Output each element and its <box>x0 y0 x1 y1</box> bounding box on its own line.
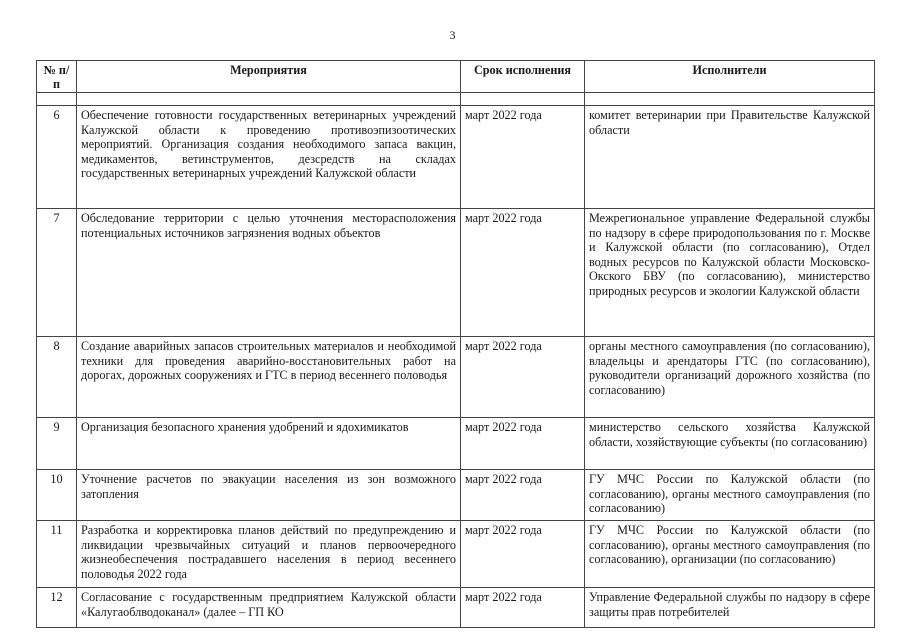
table-row <box>37 521 875 588</box>
row-num: 7 <box>37 209 77 337</box>
table-row <box>37 337 875 418</box>
spacer-row <box>37 93 875 106</box>
row-num: 12 <box>37 588 77 628</box>
row-num: 9 <box>37 418 77 470</box>
spacer-cell <box>77 93 461 106</box>
spacer-cell <box>37 93 77 106</box>
row-executors: ГУ МЧС России по Калужской области (по согласованию), органы местного самоуправления (по согласованию), организации (по согласованию) <box>585 521 875 588</box>
row-executors: комитет ветеринарии при Правительстве Калужской области <box>585 106 875 209</box>
row-event: Обеспечение готовности государственных ветеринарных учреждений Калужской области к проведению противоэпизоотических мероприятий. Организация создания необходимого запаса вакцин, медикаментов, ветинструментов, дезсредств на складах государственных ветеринарных учреждений Калужской области <box>77 106 461 209</box>
row-term: март 2022 года <box>461 521 585 588</box>
table-header-row <box>37 61 875 93</box>
row-num: 8 <box>37 337 77 418</box>
row-event: Создание аварийных запасов строительных материалов и необходимой техники для проведения аварийно-восстановительных работ на дорогах, дорожных сооружениях и ГТС в период весеннего половодья <box>77 337 461 418</box>
row-executors: органы местного самоуправления (по согласованию), владельцы и арендаторы ГТС (по согласованию), руководители организаций дорожного хозяйства (по согласованию) <box>585 337 875 418</box>
row-term: март 2022 года <box>461 588 585 628</box>
row-term: март 2022 года <box>461 106 585 209</box>
row-event: Уточнение расчетов по эвакуации населения из зон возможного затопления <box>77 470 461 521</box>
row-num: 10 <box>37 470 77 521</box>
table-row <box>37 588 875 628</box>
activities-table <box>36 60 875 628</box>
header-num: № п/п <box>37 61 77 93</box>
page-number: 3 <box>449 28 456 42</box>
row-term: март 2022 года <box>461 337 585 418</box>
row-event: Разработка и корректировка планов действий по предупреждению и ликвидации чрезвычайных ситуаций и планов первоочередного жизнеобеспечения пострадавшего населения в период весеннего половодья 2022 года <box>77 521 461 588</box>
table-row <box>37 209 875 337</box>
row-term: март 2022 года <box>461 209 585 337</box>
row-term: март 2022 года <box>461 418 585 470</box>
row-term: март 2022 года <box>461 470 585 521</box>
row-num: 6 <box>37 106 77 209</box>
row-event: Обследование территории с целью уточнения месторасположения потенциальных источников загрязнения водных объектов <box>77 209 461 337</box>
header-event: Мероприятия <box>77 61 461 93</box>
row-executors: министерство сельского хозяйства Калужской области, хозяйствующие субъекты (по согласованию) <box>585 418 875 470</box>
spacer-cell <box>461 93 585 106</box>
header-executors: Исполнители <box>585 61 875 93</box>
row-executors: Межрегиональное управление Федеральной службы по надзору в сфере природопользования по г. Москве и Калужской области (по согласованию), Отдел водных ресурсов по Калужской области Московско-Окского БВУ (по согласованию), министерство природных ресурсов и экологии Калужской области <box>585 209 875 337</box>
table-row <box>37 418 875 470</box>
row-event: Организация безопасного хранения удобрений и ядохимикатов <box>77 418 461 470</box>
row-event: Согласование с государственным предприятием Калужской области «Калугаоблводоканал» (далее – ГП КО <box>77 588 461 628</box>
header-term: Срок исполнения <box>461 61 585 93</box>
row-executors: Управление Федеральной службы по надзору в сфере защиты прав потребителей <box>585 588 875 628</box>
table-row <box>37 106 875 209</box>
row-executors: ГУ МЧС России по Калужской области (по согласованию), органы местного самоуправления (по согласованию) <box>585 470 875 521</box>
row-num: 11 <box>37 521 77 588</box>
spacer-cell <box>585 93 875 106</box>
table-row <box>37 470 875 521</box>
